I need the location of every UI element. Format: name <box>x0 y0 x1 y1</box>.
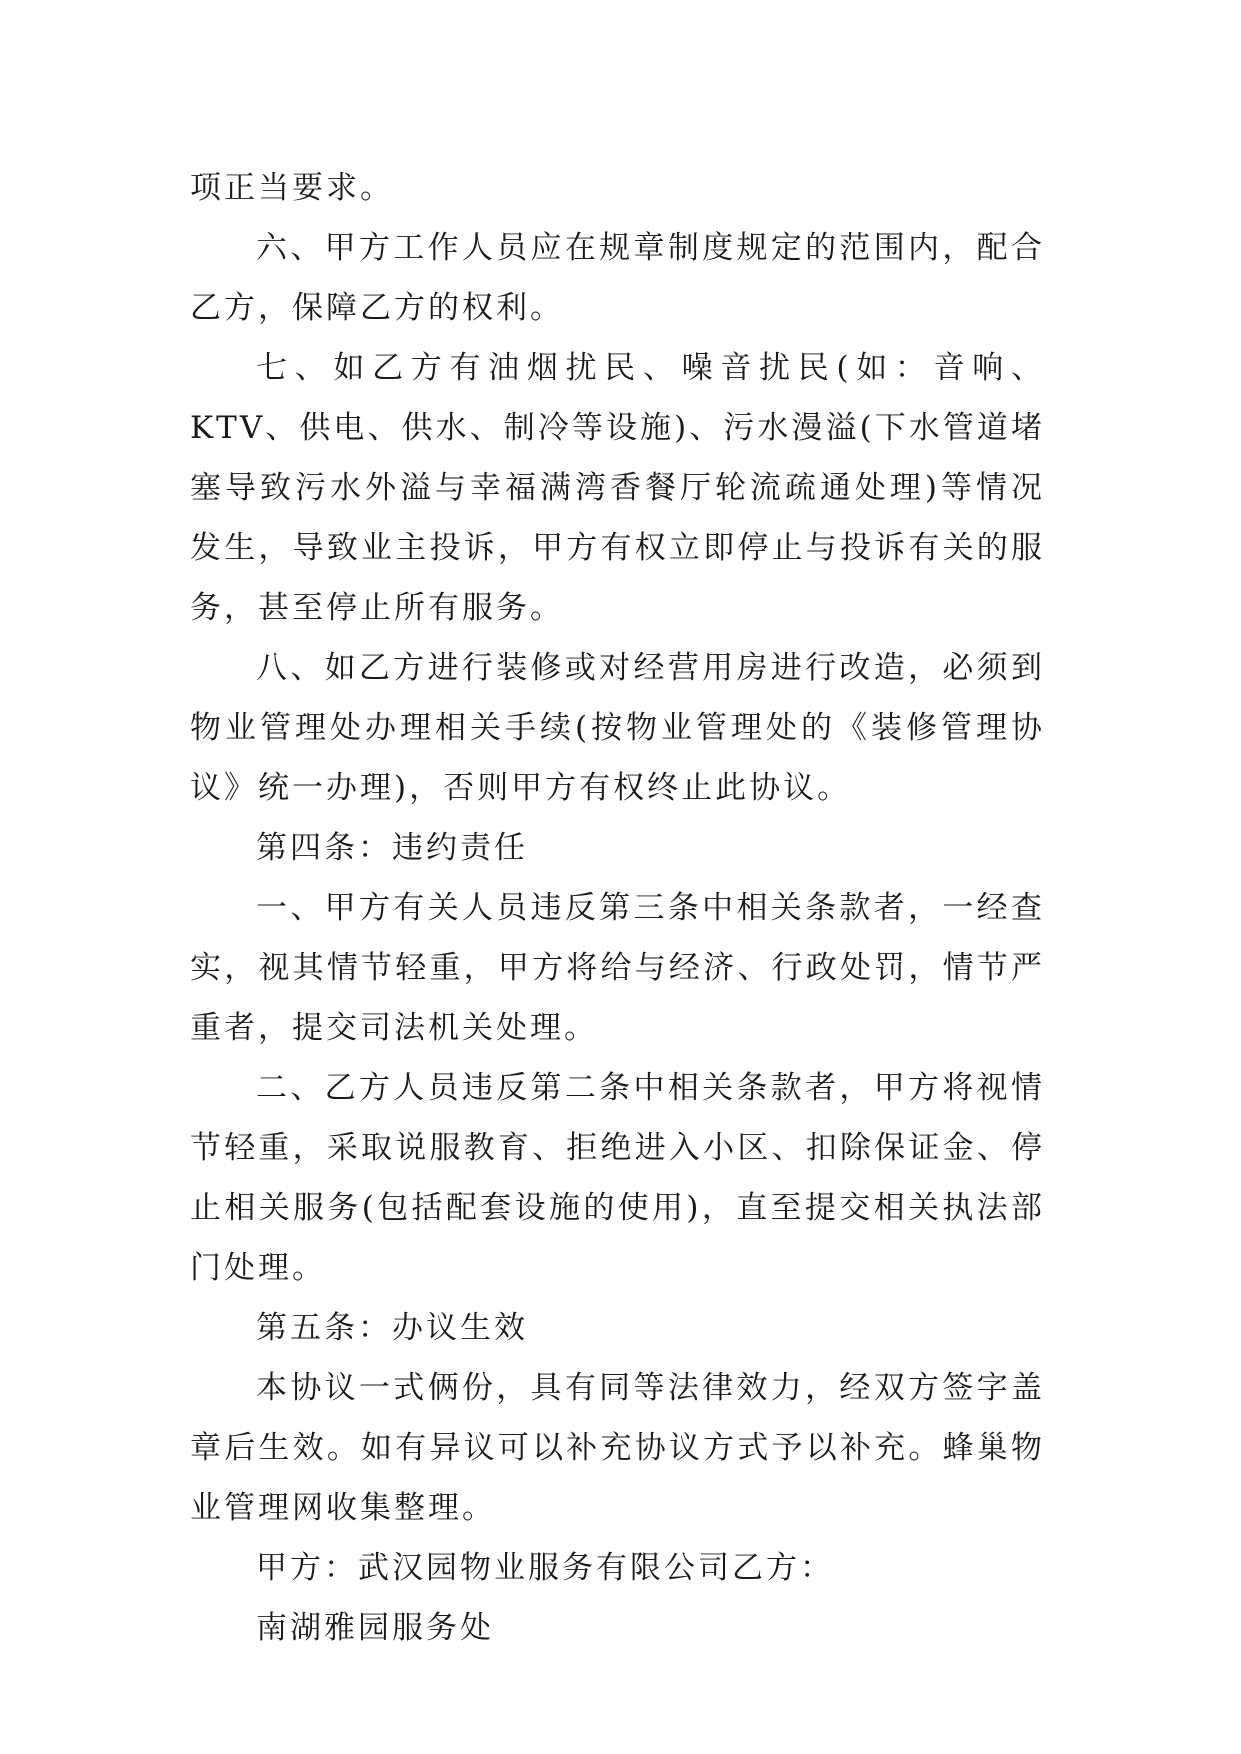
clause-eight: 八、如乙方进行装修或对经营用房进行改造，必须到物业管理处办理相关手续(按物业管理处的《装修管理协议》统一办理)，否则甲方有权终止此协议。 <box>190 650 1045 806</box>
clause-seven: 七、如乙方有油烟扰民、噪音扰民(如：音响、KTV、供电、供水、制冷等设施)、污水漫溢(下水管道堵塞导致污水外溢与幸福满湾香餐厅轮流疏通处理)等情况发生，导致业主投诉，甲方有权立即停止与投诉有关的服务，甚至停止所有服务。 <box>190 350 1045 626</box>
liability-clause-one: 一、甲方有关人员违反第三条中相关条款者，一经查实，视其情节轻重，甲方将给与经济、行政处罚，情节严重者，提交司法机关处理。 <box>190 890 1045 1046</box>
article-five-heading: 第五条：办议生效 <box>256 1310 528 1346</box>
service-office-line: 南湖雅园服务处 <box>256 1610 494 1646</box>
clause-six: 六、甲方工作人员应在规章制度规定的范围内，配合乙方，保障乙方的权利。 <box>190 230 1045 326</box>
document-body <box>190 158 1045 1658</box>
paragraph-continuation: 项正当要求。 <box>190 170 394 206</box>
liability-clause-two: 二、乙方人员违反第二条中相关条款者，甲方将视情节轻重，采取说服教育、拒绝进入小区、扣除保证金、停止相关服务(包括配套设施的使用)，直至提交相关执法部门处理。 <box>190 1070 1045 1286</box>
effectiveness-paragraph: 本协议一式俩份，具有同等法律效力，经双方签字盖章后生效。如有异议可以补充协议方式予以补充。蜂巢物业管理网收集整理。 <box>190 1370 1045 1526</box>
article-four-heading: 第四条：违约责任 <box>256 830 528 866</box>
signature-parties-line: 甲方：武汉园物业服务有限公司乙方： <box>256 1550 834 1586</box>
